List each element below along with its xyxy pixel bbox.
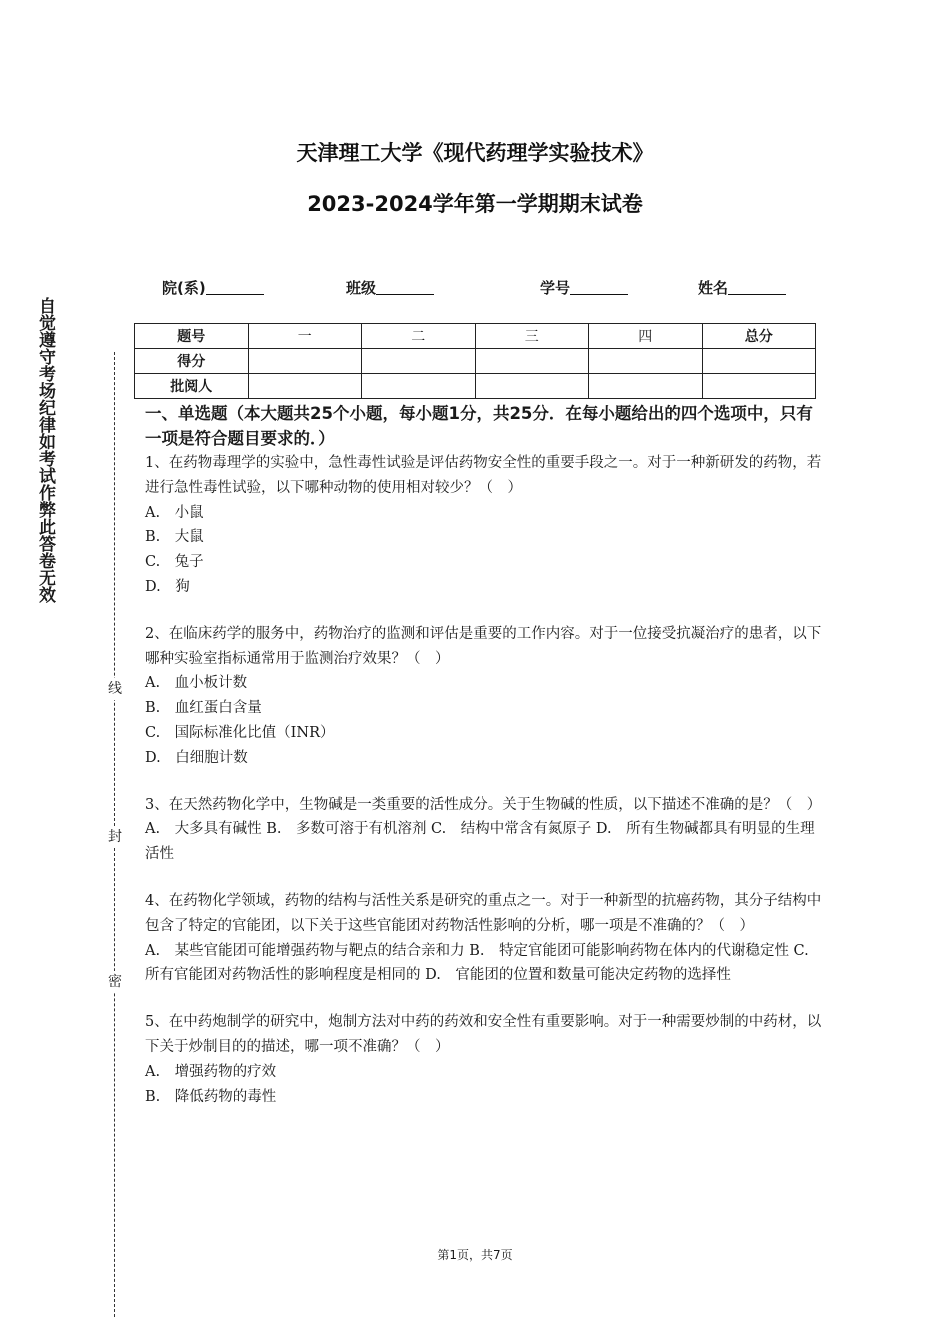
class-field[interactable] <box>346 277 434 298</box>
class-label: 班级 <box>346 279 377 297</box>
score-row <box>135 349 816 374</box>
option-a: A. 增强药物的疗效 <box>145 1063 277 1080</box>
side-warning-note: 自觉遵守考场纪律如考试作弊此答卷无效 <box>35 297 55 603</box>
dept-field[interactable] <box>162 277 264 298</box>
header-cell: 一 <box>248 324 362 349</box>
question-stem: 2、在临床药学的服务中，药物治疗的监测和评估是重要的工作内容。对于一位接受抗凝治疗的患者，以下哪种实验室指标通常用于监测治疗效果？（ ） <box>145 625 822 667</box>
row-label: 得分 <box>135 349 249 374</box>
question-1 <box>145 451 825 600</box>
option-c: C. 兔子 <box>145 554 204 571</box>
grader-cell[interactable] <box>589 374 703 399</box>
score-cell[interactable] <box>475 349 589 374</box>
dept-blank[interactable] <box>206 280 264 295</box>
option-b: B. 血红蛋白含量 <box>145 700 262 717</box>
class-blank[interactable] <box>376 280 434 295</box>
student-id-label: 学号 <box>540 279 571 297</box>
grader-cell[interactable] <box>702 374 816 399</box>
binding-mark-line: 线 <box>105 678 125 700</box>
exam-title-line1: 天津理工大学《现代药理学实验技术》 <box>296 141 654 165</box>
grader-cell[interactable] <box>248 374 362 399</box>
name-blank[interactable] <box>728 280 786 295</box>
question-5 <box>145 1010 825 1109</box>
option-c: C. 国际标准化比值（INR） <box>145 724 335 741</box>
header-cell: 二 <box>362 324 476 349</box>
binding-mark-secret: 密 <box>105 971 125 993</box>
name-field[interactable] <box>698 277 786 298</box>
header-cell: 总分 <box>702 324 816 349</box>
question-stem: 3、在天然药物化学中，生物碱是一类重要的活性成分。关于生物碱的性质，以下描述不准确的是？（ ） <box>145 796 822 813</box>
binding-mark-seal: 封 <box>105 826 125 848</box>
options-inline: A. 某些官能团可能增强药物与靶点的结合亲和力 B. 特定官能团可能影响药物在体内的代谢稳定性 C. 所有官能团对药物活性的影响程度是相同的 D. 官能团的位置和数量可能决定药物的选择性 <box>145 942 824 984</box>
option-d: D. 白细胞计数 <box>145 749 248 766</box>
question-stem: 4、在药物化学领域，药物的结构与活性关系是研究的重点之一。对于一种新型的抗癌药物，其分子结构中包含了特定的官能团，以下关于这些官能团对药物活性影响的分析，哪一项是不准确的？（ ） <box>145 892 822 934</box>
dept-label: 院(系) <box>162 279 206 297</box>
grader-cell[interactable] <box>362 374 476 399</box>
student-id-field[interactable] <box>540 277 628 298</box>
student-id-blank[interactable] <box>570 280 628 295</box>
question-2 <box>145 622 825 771</box>
question-stem: 5、在中药炮制学的研究中，炮制方法对中药的药效和安全性有重要影响。对于一种需要炒制的中药材，以下关于炒制目的的描述，哪一项不准确？（ ） <box>145 1014 822 1055</box>
score-cell[interactable] <box>589 349 703 374</box>
score-cell[interactable] <box>702 349 816 374</box>
exam-content <box>145 401 825 1109</box>
section1-heading: 一、单选题（本大题共25个小题，每小题1分，共25分．在每小题给出的四个选项中，只有一项是符合题目要求的．） <box>145 404 813 448</box>
exam-title-line2: 2023-2024学年第一学期期末试卷 <box>307 192 643 216</box>
option-b: B. 降低药物的毒性 <box>145 1088 277 1105</box>
score-cell[interactable] <box>248 349 362 374</box>
option-d: D. 狗 <box>145 578 190 595</box>
score-table <box>134 323 816 399</box>
option-a: A. 小鼠 <box>145 504 204 521</box>
option-a: A. 血小板计数 <box>145 675 248 692</box>
header-cell: 四 <box>589 324 703 349</box>
grader-cell[interactable] <box>475 374 589 399</box>
header-cell: 题号 <box>135 324 249 349</box>
grader-row <box>135 374 816 399</box>
question-stem: 1、在药物毒理学的实验中，急性毒性试验是评估药物安全性的重要手段之一。对于一种新研发的药物，若进行急性毒性试验，以下哪种动物的使用相对较少？（ ） <box>145 455 822 496</box>
question-3 <box>145 793 825 867</box>
score-cell[interactable] <box>362 349 476 374</box>
score-table-header <box>135 324 816 349</box>
question-4 <box>145 889 825 988</box>
option-b: B. 大鼠 <box>145 529 204 546</box>
page-footer: 第1页，共7页 <box>437 1248 513 1262</box>
options-inline: A. 大多具有碱性 B. 多数可溶于有机溶剂 C. 结构中常含有氮原子 D. 所有生物碱都具有明显的生理活性 <box>145 821 815 863</box>
header-cell: 三 <box>475 324 589 349</box>
name-label: 姓名 <box>698 279 729 297</box>
row-label: 批阅人 <box>135 374 249 399</box>
